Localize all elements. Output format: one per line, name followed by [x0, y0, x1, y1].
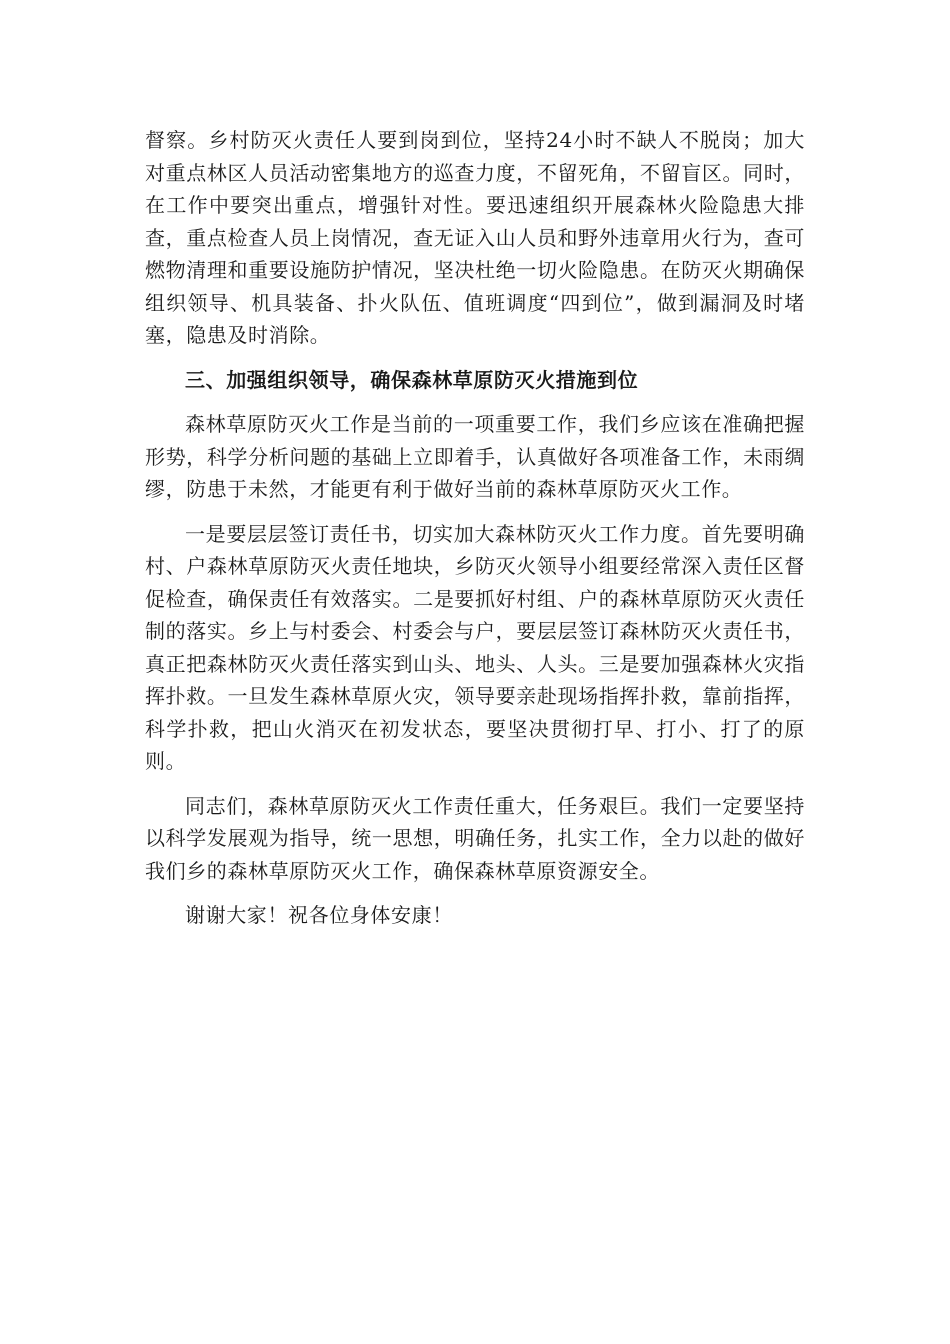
document-page — [145, 124, 805, 944]
paragraph-conclusion: 同志们，森林草原防灭火工作责任重大，任务艰巨。我们一定要坚持以科学发展观为指导，统一思想，明确任务，扎实工作，全力以赴的做好我们乡的森林草原防灭火工作，确保森林草原资源安全。 — [145, 793, 805, 883]
paragraph-continuation: 督察。乡村防灭火责任人要到岗到位，坚持24小时不缺人不脱岗；加大对重点林区人员活动密集地方的巡查力度，不留死角，不留盲区。同时，在工作中要突出重点，增强针对性。要迅速组织开展森林火险隐患大排查，重点检查人员上岗情况，查无证入山人员和野外违章用火行为，查可燃物清理和重要设施防护情况，坚决杜绝一切火险隐患。在防灭火期确保组织领导、机具装备、扑火队伍、值班调度“四到位”，做到漏洞及时堵塞，隐患及时消除。 — [145, 128, 805, 347]
section-heading: 三、加强组织领导，确保森林草原防灭火措施到位 — [185, 367, 639, 392]
paragraph-measures: 一是要层层签订责任书，切实加大森林防灭火工作力度。首先要明确村、户森林草原防灭火责任地块，乡防灭火领导小组要经常深入责任区督促检查，确保责任有效落实。二是要抓好村组、户的森林草原防灭火责任制的落实。乡上与村委会、村委会与户，要层层签订森林防灭火责任书，真正把森林防灭火责任落实到山头、地头、人头。三是要加强森林火灾指挥扑救。一旦发生森林草原火灾，领导要亲赴现场指挥扑救，靠前指挥，科学扑救，把山火消灭在初发状态，要坚决贯彻打早、打小、打了的原则。 — [145, 521, 805, 773]
paragraph-intro: 森林草原防灭火工作是当前的一项重要工作，我们乡应该在准确把握形势，科学分析问题的基础上立即着手，认真做好各项准备工作，未雨绸缪，防患于未然，才能更有利于做好当前的森林草原防灭火工作。 — [145, 412, 805, 501]
paragraph-closing: 谢谢大家！祝各位身体安康！ — [185, 903, 453, 927]
